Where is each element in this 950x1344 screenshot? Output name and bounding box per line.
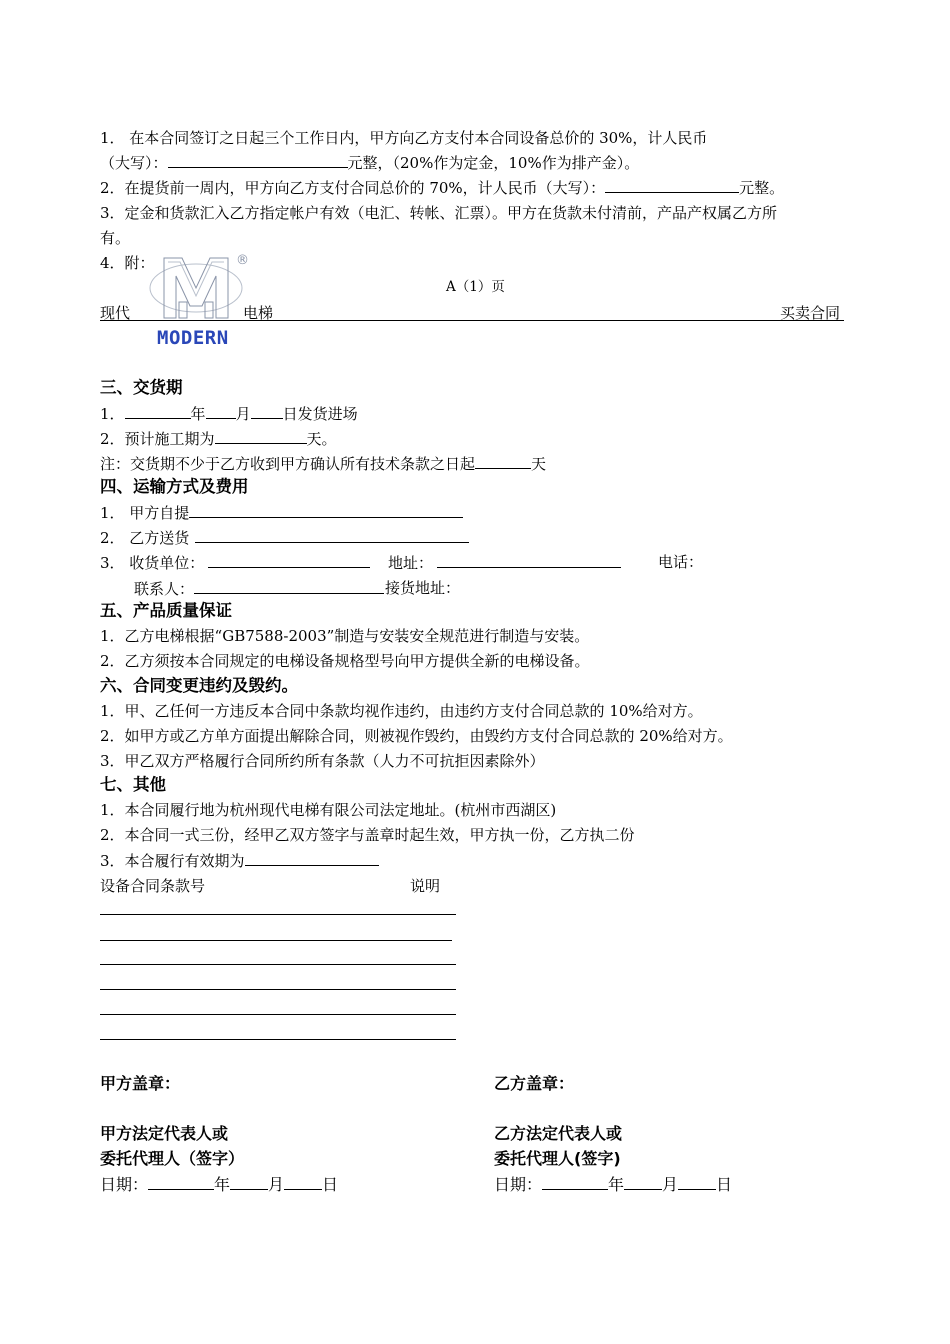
- party-b-rep-2: 委托代理人(签字): [494, 1149, 621, 1168]
- s7-line-1: 1．本合同履行地为杭州现代电梯有限公司法定地址。(杭州市西湖区): [100, 801, 557, 819]
- days-blank[interactable]: [475, 453, 531, 469]
- label: 2．在提货前一周内，甲方向乙方支付合同总价的 70%，计人民币（大写）：: [100, 179, 606, 197]
- payment-clause-1-text: 1． 在本合同签订之日起三个工作日内，甲方向乙方支付本合同设备总价的 30%，计人民币: [100, 129, 708, 147]
- party-b-rep-1: 乙方法定代表人或: [494, 1124, 623, 1143]
- day-blank[interactable]: [678, 1174, 716, 1190]
- header-right: 买卖合同: [780, 304, 841, 322]
- label: 2． 乙方送货: [100, 529, 190, 547]
- section-5-title: 五、产品质量保证: [100, 601, 232, 620]
- label: 年: [214, 1175, 231, 1194]
- label: 1． 甲方自提: [100, 504, 190, 522]
- year-blank[interactable]: [125, 403, 191, 419]
- payment-clause-1: [100, 128, 707, 148]
- day-blank[interactable]: [251, 403, 283, 419]
- s4-line-1: [100, 502, 463, 523]
- label: 联系人：: [134, 580, 195, 598]
- s3-note: [100, 453, 546, 474]
- label: 元整。: [739, 179, 785, 197]
- s4-line-3: [100, 552, 370, 573]
- consignee-blank[interactable]: [208, 552, 370, 568]
- s7-line-3: [100, 850, 379, 871]
- registered-mark: ®: [236, 253, 249, 268]
- label: 地址：: [388, 554, 434, 572]
- party-b-seal: 乙方盖章：: [494, 1074, 575, 1093]
- label: 月: [268, 1175, 285, 1194]
- year-blank[interactable]: [148, 1174, 214, 1190]
- label: 3．本合履行有效期为: [100, 852, 245, 870]
- logo-text: MODERN: [157, 327, 229, 349]
- party-a-seal: 甲方盖章：: [100, 1074, 181, 1093]
- s4-line-4: [134, 578, 384, 599]
- label: 日: [716, 1175, 733, 1194]
- label: 月: [662, 1175, 679, 1194]
- day-blank[interactable]: [284, 1174, 322, 1190]
- section-4-title: 四、运输方式及费用: [100, 477, 249, 496]
- s4-receive-address: 接货地址：: [385, 579, 461, 597]
- s5-line-2: 2．乙方须按本合同规定的电梯设备规格型号向甲方提供全新的电梯设备。: [100, 652, 590, 670]
- party-b-date: [494, 1174, 732, 1195]
- label: 有。: [100, 229, 131, 247]
- label: 2．预计施工期为: [100, 430, 215, 448]
- header-divider: [100, 320, 844, 321]
- label: 4．附：: [100, 254, 155, 272]
- blank-line-4[interactable]: [100, 989, 456, 990]
- s4-phone: 电话：: [658, 553, 704, 571]
- label: 日: [322, 1175, 339, 1194]
- label: 月: [235, 405, 251, 423]
- section-7-title: 七、其他: [100, 775, 166, 794]
- label: 元整，（20%作为定金，10%作为排产金）。: [347, 154, 640, 172]
- section-6-title: 六、合同变更违约及毁约。: [100, 676, 298, 695]
- label: 天: [531, 455, 547, 473]
- party-a-date: [100, 1174, 338, 1195]
- payment-clause-3-text: 3．定金和货款汇入乙方指定帐户有效（电汇、转帐、汇票）。甲方在货款未付清前，产品产权属乙方所: [100, 204, 778, 222]
- label: 3． 收货单位：: [100, 554, 205, 572]
- payment-clause-1-amount: [100, 152, 639, 173]
- s3-line-1: [100, 403, 358, 424]
- party-a-rep-1: 甲方法定代表人或: [100, 1124, 229, 1143]
- validity-blank[interactable]: [245, 850, 379, 866]
- self-pickup-blank[interactable]: [189, 502, 463, 518]
- label: 1．: [100, 405, 125, 423]
- year-blank[interactable]: [542, 1174, 608, 1190]
- header-mid: 电梯: [243, 304, 274, 322]
- label: 年: [608, 1175, 625, 1194]
- label: 注：交货期不少于乙方收到甲方确认所有技术条款之日起: [100, 455, 476, 473]
- blank-line-2[interactable]: [100, 940, 452, 941]
- s6-line-3: 3．甲乙双方严格履行合同所约所有条款（人力不可抗拒因素除外）: [100, 752, 545, 770]
- blank-line-6[interactable]: [100, 1039, 456, 1040]
- address-blank[interactable]: [437, 552, 621, 568]
- blank-line-3[interactable]: [100, 964, 456, 965]
- delivery-blank[interactable]: [195, 527, 469, 543]
- label: 日期：: [100, 1175, 149, 1194]
- days-blank[interactable]: [215, 428, 307, 444]
- s4-address: [388, 552, 621, 573]
- s5-line-1: 1．乙方电梯根据“GB7588-2003”制造与安装安全规范进行制造与安装。: [100, 627, 590, 645]
- party-a-rep-2: 委托代理人（签字）: [100, 1149, 245, 1168]
- s7-line-2: 2．本合同一式三份，经甲乙双方签字与盖章时起生效，甲方执一份，乙方执二份: [100, 826, 635, 844]
- amount-blank[interactable]: [605, 177, 739, 193]
- s3-line-2: [100, 428, 337, 449]
- page-label: A（1）页: [446, 279, 505, 295]
- s4-line-2: [100, 527, 469, 548]
- header-left: 现代: [100, 304, 131, 322]
- month-blank[interactable]: [206, 403, 236, 419]
- amount-blank[interactable]: [168, 152, 348, 168]
- payment-clause-3-cont: [100, 228, 130, 248]
- label: 天。: [306, 430, 337, 448]
- payment-clause-2: [100, 177, 784, 198]
- clause-number-header: 设备合同条款号: [100, 877, 206, 895]
- s6-line-1: 1．甲、乙任何一方违反本合同中条款均视作违约，由违约方支付合同总款的 10%给对方。: [100, 702, 703, 720]
- description-header: 说明: [410, 877, 441, 895]
- label: 日期：: [494, 1175, 543, 1194]
- contact-blank[interactable]: [194, 578, 384, 594]
- month-blank[interactable]: [624, 1174, 662, 1190]
- blank-line-1[interactable]: [100, 914, 456, 915]
- label: （大写）：: [100, 154, 168, 172]
- section-3-title: 三、交货期: [100, 378, 183, 397]
- month-blank[interactable]: [230, 1174, 268, 1190]
- label: 年: [190, 405, 206, 423]
- payment-clause-3: [100, 203, 777, 223]
- blank-line-5[interactable]: [100, 1014, 456, 1015]
- s6-line-2: 2．如甲方或乙方单方面提出解除合同，则被视作毁约，由毁约方支付合同总款的 20%给对方。: [100, 727, 733, 745]
- label: 日发货进场: [282, 405, 358, 423]
